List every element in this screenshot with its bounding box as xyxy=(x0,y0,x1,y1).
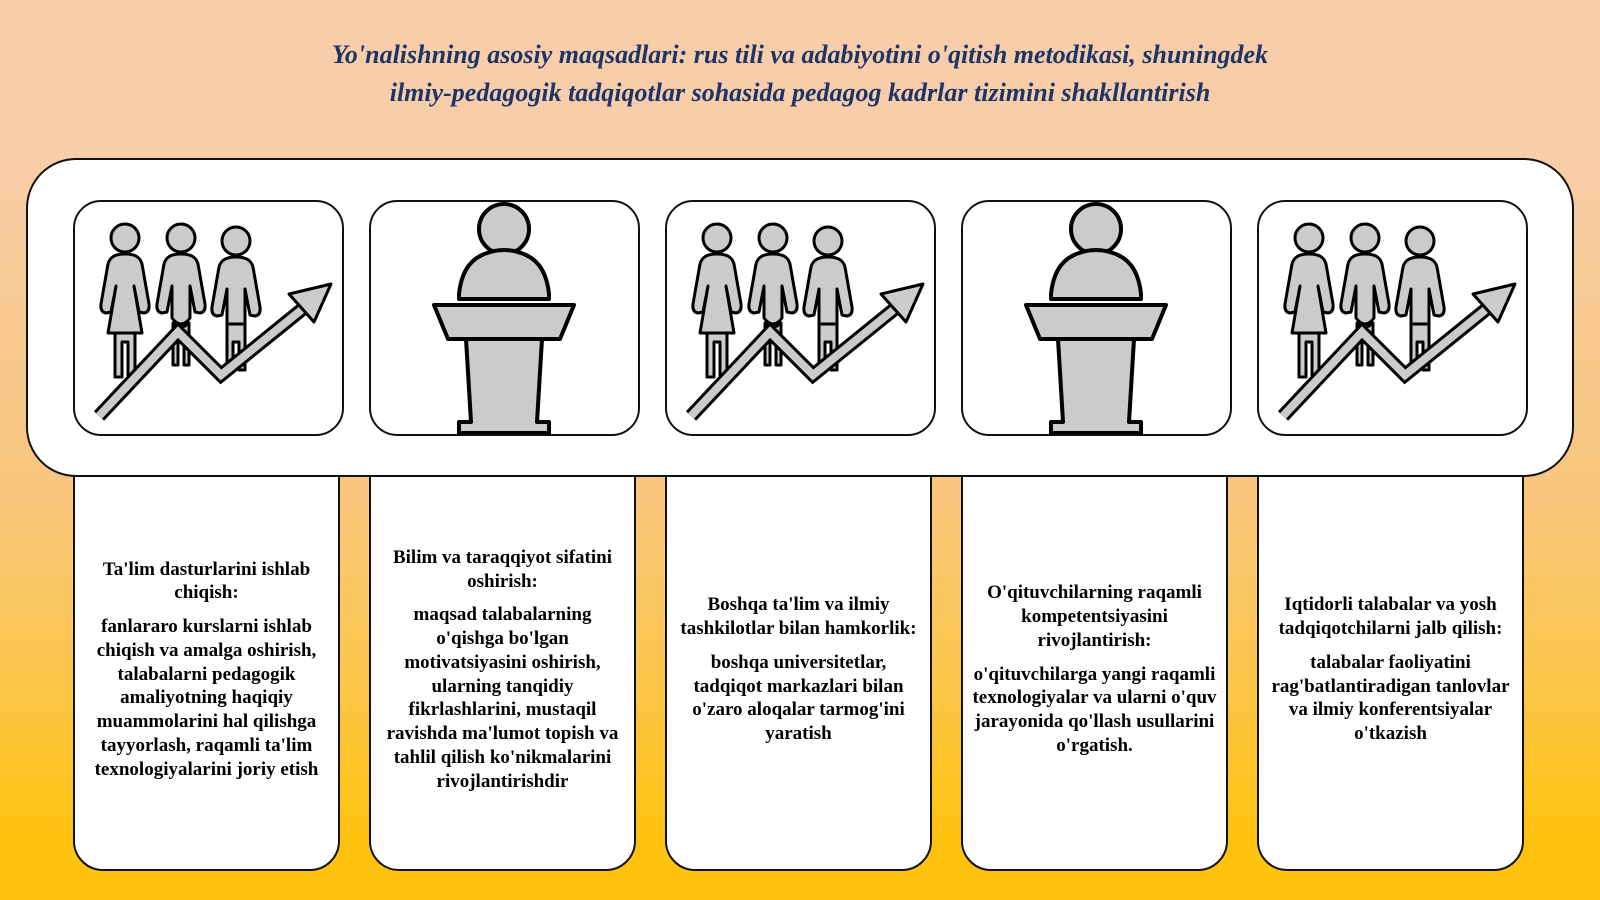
goal-card-3 xyxy=(665,458,932,871)
speaker-podium-icon xyxy=(963,202,1230,434)
people-growth-arrow-icon xyxy=(1259,202,1526,434)
title-line-1: Yo'nalishning asosiy maqsadlari: rus tili va adabiyotini o'qitish metodikasi, shuningdek xyxy=(331,40,1269,69)
speaker-podium-icon xyxy=(371,202,638,434)
icon-tile-1 xyxy=(73,200,344,436)
people-growth-arrow-icon xyxy=(667,202,934,434)
card-body: o'qituvchilarga yangi raqamli texnologiyalar va ularni o'quv jarayonida qo'llash usullarini o'rgatish. xyxy=(972,663,1217,756)
icon-tile-5 xyxy=(1257,200,1528,436)
goal-card-4 xyxy=(961,458,1228,871)
card-body: maqsad talabalarning o'qishga bo'lgan motivatsiyasini oshirish, ularning tanqidiy fikrlashlarini, mustaqil ravishda ma'lumot topish va tahlil qilish ko'nikmalarini rivojlantirishdir xyxy=(386,604,619,792)
goal-card-5 xyxy=(1257,458,1524,871)
people-growth-arrow-icon xyxy=(75,202,342,434)
card-heading: O'qituvchilarning raqamli kompetentsiyasini rivojlantirish: xyxy=(987,582,1202,651)
goal-card-1 xyxy=(73,458,340,871)
goal-card-2 xyxy=(369,458,636,871)
card-heading: Iqtidorli talabalar va yosh tadqiqotchilarni jalb qilish: xyxy=(1278,594,1503,639)
card-body: boshqa universitetlar, tadqiqot markazlari bilan o'zaro aloqalar tarmog'ini yaratish xyxy=(692,651,905,744)
title-line-2: ilmiy-pedagogik tadqiqotlar sohasida pedagog kadrlar tizimini shakllantirish xyxy=(389,77,1211,107)
icon-band xyxy=(26,158,1574,477)
card-heading: Ta'lim dasturlarini ishlab chiqish: xyxy=(102,558,311,604)
card-heading: Bilim va taraqqiyot sifatini oshirish: xyxy=(392,546,613,592)
icon-tile-4 xyxy=(961,200,1232,436)
icon-tile-2 xyxy=(369,200,640,436)
icon-tile-3 xyxy=(665,200,936,436)
card-body: fanlararo kurslarni ishlab chiqish va amalga oshirish, talabalarni pedagogik amaliyotning haqiqiy muammolarini hal qilishga tayyorlash, raqamli ta'lim texnologiyalarini joriy etish xyxy=(94,616,319,780)
page-title xyxy=(0,36,1600,111)
card-body: talabalar faoliyatini rag'batlantiradigan tanlovlar va ilmiy konferentsiyalar o'tkazish xyxy=(1271,651,1510,744)
card-heading: Boshqa ta'lim va ilmiy tashkilotlar bilan hamkorlik: xyxy=(680,594,917,639)
